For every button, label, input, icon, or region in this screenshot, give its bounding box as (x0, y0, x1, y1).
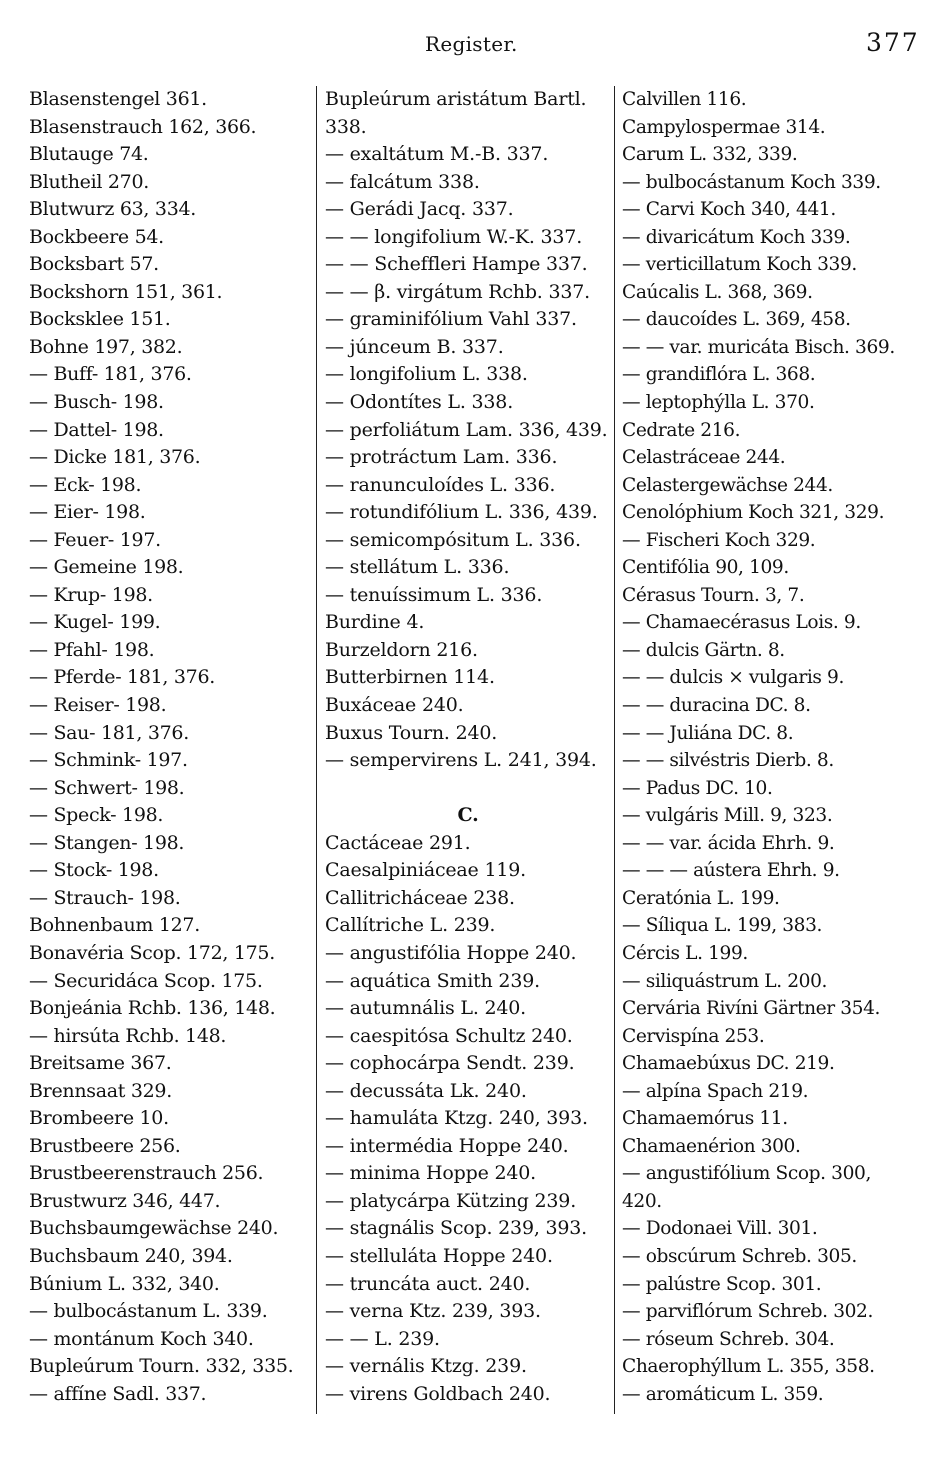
index-entry: Chamaemórus 11. (622, 1108, 788, 1130)
index-entry: — aquática Smith 239. (325, 969, 540, 992)
index-entry: Blasenstengel 361. (29, 88, 207, 110)
index-entry: — — β. virgátum Rchb. 337. (325, 280, 590, 303)
index-entry: Brustbeere 256. (29, 1134, 181, 1157)
index-entry: 338. (325, 115, 367, 138)
column-rule-right (614, 86, 615, 1414)
index-entry: — leptophýlla L. 370. (622, 392, 815, 414)
index-entry: Breitsame 367. (29, 1052, 172, 1075)
index-entry: — Dattel- 198. (29, 418, 164, 441)
index-entry: — róseum Schreb. 304. (622, 1328, 835, 1350)
index-entry: Chamaebúxus DC. 219. (622, 1053, 835, 1075)
index-entry: — longifolium L. 338. (325, 363, 528, 386)
index-entry: Chaerophýllum L. 355, 358. (622, 1356, 875, 1378)
index-entry: Centifólia 90, 109. (622, 557, 789, 579)
index-entry: — protráctum Lam. 336. (325, 446, 558, 469)
index-column-1 (29, 86, 311, 1408)
column-rule-left (316, 86, 317, 1414)
index-entry: Bupleúrum aristátum Bartl. (325, 88, 587, 110)
index-entry: — Buff- 181, 376. (29, 363, 192, 386)
index-entry: Bockbeere 54. (29, 225, 164, 248)
index-entry: — — dulcis × vulgaris 9. (622, 667, 844, 689)
index-entry: — angustifólium Scop. 300, (622, 1163, 871, 1185)
index-entry: — Pferde- 181, 376. (29, 666, 215, 689)
index-entry: — alpína Spach 219. (622, 1080, 809, 1102)
index-entry: — montánum Koch 340. (29, 1327, 254, 1350)
index-entry: — intermédia Hoppe 240. (325, 1134, 569, 1157)
page-header (0, 26, 930, 66)
index-entry: Buchsbaumgewächse 240. (29, 1217, 279, 1240)
index-entry: — daucoídes L. 369, 458. (622, 309, 851, 331)
index-entry: — — L. 239. (325, 1327, 440, 1350)
index-entry: Brombeere 10. (29, 1107, 169, 1130)
index-entry: — tenuíssimum L. 336. (325, 583, 543, 606)
index-entry: — Gemeine 198. (29, 556, 184, 579)
index-entry: — grandiflóra L. 368. (622, 364, 816, 386)
index-entry: Callítriche L. 239. (325, 914, 496, 937)
index-entry: — Kugel- 199. (29, 611, 161, 634)
index-column-3 (622, 86, 922, 1408)
index-entry: Cactáceae 291. (325, 831, 471, 854)
index-entry: — Odontítes L. 338. (325, 391, 514, 414)
index-entry: Caúcalis L. 368, 369. (622, 281, 813, 303)
index-entry: — virens Goldbach 240. (325, 1382, 551, 1405)
index-entry: Burzeldorn 216. (325, 638, 478, 661)
index-entry: Blutheil 270. (29, 170, 149, 193)
index-entry: Búnium L. 332, 340. (29, 1272, 220, 1295)
index-entry: Burdine 4. (325, 611, 425, 634)
index-entry: — Feuer- 197. (29, 528, 161, 551)
index-entry: — verticillatum Koch 339. (622, 254, 857, 276)
index-entry: — Strauch- 198. (29, 886, 181, 909)
index-entry: — vulgáris Mill. 9, 323. (622, 805, 833, 827)
index-entry: — Sau- 181, 376. (29, 721, 189, 744)
index-entry: — stelluláta Hoppe 240. (325, 1244, 553, 1267)
index-entry: — truncáta auct. 240. (325, 1272, 531, 1295)
index-entry: Bohne 197, 382. (29, 335, 183, 358)
index-entry: Campylospermae 314. (622, 116, 826, 138)
index-entry: — affíne Sadl. 337. (29, 1382, 207, 1405)
index-entry: — Schwert- 198. (29, 776, 185, 799)
index-entry: Calvillen 116. (622, 89, 747, 110)
index-entry: — Eck- 198. (29, 473, 142, 496)
index-entry: Callitricháceae 238. (325, 886, 515, 909)
index-entry: — Dodonaei Vill. 301. (622, 1218, 818, 1240)
index-entry: — stellátum L. 336. (325, 556, 510, 579)
index-entry: Butterbirnen 114. (325, 666, 495, 689)
index-entry: — Dicke 181, 376. (29, 446, 201, 469)
index-entry: — stagnális Scop. 239, 393. (325, 1217, 588, 1240)
index-entry: Cervispína 253. (622, 1025, 765, 1047)
index-entry: — cophocárpa Sendt. 239. (325, 1052, 575, 1075)
index-entry: — bulbocástanum Koch 339. (622, 171, 881, 193)
index-entry: Buxus Tourn. 240. (325, 721, 498, 744)
index-entry: — — — aústera Ehrh. 9. (622, 860, 840, 882)
index-column-2 (325, 86, 611, 1408)
index-entry: Blutauge 74. (29, 143, 149, 166)
index-entry: — divaricátum Koch 339. (622, 226, 851, 248)
index-entry: — — longifolium W.-K. 337. (325, 225, 583, 248)
index-entry: — Securidáca Scop. 175. (29, 969, 263, 992)
index-entry: Bonavéria Scop. 172, 175. (29, 941, 275, 964)
index-entry: — ranunculoídes L. 336. (325, 473, 556, 496)
index-entry: — Chamaecérasus Lois. 9. (622, 612, 861, 634)
index-entry: — hirsúta Rchb. 148. (29, 1024, 227, 1047)
index-entry: — parviflórum Schreb. 302. (622, 1301, 874, 1323)
index-entry: — obscúrum Schreb. 305. (622, 1245, 857, 1267)
index-entry: — Fischeri Koch 329. (622, 529, 816, 551)
index-entry: — — Juliána DC. 8. (622, 722, 794, 744)
index-entry: — palústre Scop. 301. (622, 1273, 822, 1295)
index-entry: Bocksbart 57. (29, 253, 159, 276)
index-entry: — semicompósitum L. 336. (325, 528, 581, 551)
page-number: 377 (866, 28, 920, 57)
index-entry: — bulbocástanum L. 339. (29, 1300, 268, 1323)
index-entry: — — var. muricáta Bisch. 369. (622, 336, 895, 358)
index-entry: Ceratónia L. 199. (622, 887, 780, 909)
index-entry: — caespitósa Schultz 240. (325, 1024, 573, 1047)
index-entry: Bockshorn 151, 361. (29, 280, 223, 303)
running-title: Register. (425, 32, 518, 56)
index-entry: Buxáceae 240. (325, 694, 464, 717)
index-entry: — júnceum B. 337. (325, 335, 504, 358)
index-entry: — rotundifólium L. 336, 439. (325, 501, 598, 524)
index-entry: Buchsbaum 240, 394. (29, 1244, 233, 1267)
index-entry: Blutwurz 63, 334. (29, 198, 197, 221)
index-entry: Bohnenbaum 127. (29, 914, 200, 937)
index-entry: — Padus DC. 10. (622, 777, 773, 799)
index-entry: Cércis L. 199. (622, 942, 748, 964)
index-entry: Cervária Rivíni Gärtner 354. (622, 998, 881, 1020)
index-entry: — — silvéstris Dierb. 8. (622, 750, 834, 772)
index-entry: — Stangen- 198. (29, 831, 185, 854)
index-entry: — Reiser- 198. (29, 694, 167, 717)
index-entry: — — Scheffleri Hampe 337. (325, 253, 588, 276)
blank-line (325, 775, 611, 803)
index-entry: — aromáticum L. 359. (622, 1383, 824, 1405)
index-entry: — falcátum 338. (325, 170, 480, 193)
index-entry: — Speck- 198. (29, 804, 164, 827)
index-entry: — Síliqua L. 199, 383. (622, 915, 823, 937)
index-entry: Bonjeánia Rchb. 136, 148. (29, 997, 276, 1020)
index-entry: Cedrate 216. (622, 419, 741, 441)
index-entry: Celastráceae 244. (622, 447, 786, 469)
index-entry: Chamaenérion 300. (622, 1135, 801, 1157)
index-entry: — sempervirens L. 241, 394. (325, 749, 597, 772)
index-entry: — perfoliátum Lam. 336, 439. (325, 418, 608, 441)
index-entry: Brustbeerenstrauch 256. (29, 1162, 264, 1185)
index-entry: Carum L. 332, 339. (622, 144, 798, 166)
index-entry: — graminifólium Vahl 337. (325, 308, 577, 331)
section-heading: C. (457, 804, 479, 827)
index-entry: — — duracina DC. 8. (622, 695, 811, 717)
index-entry: — Krup- 198. (29, 583, 153, 606)
index-entry: Caesalpiniáceae 119. (325, 859, 526, 882)
index-entry: — Gerádi Jacq. 337. (325, 198, 514, 221)
index-entry: Brustwurz 346, 447. (29, 1189, 221, 1212)
index-entry: — verna Ktz. 239, 393. (325, 1300, 541, 1323)
index-entry: — Pfahl- 198. (29, 638, 155, 661)
index-entry: — hamuláta Ktzg. 240, 393. (325, 1107, 588, 1130)
index-entry: — platycárpa Kützing 239. (325, 1189, 577, 1212)
index-entry: Cérasus Tourn. 3, 7. (622, 584, 805, 606)
index-entry: — minima Hoppe 240. (325, 1162, 536, 1185)
index-entry: Brennsaat 329. (29, 1079, 172, 1102)
index-entry: 420. (622, 1190, 662, 1212)
index-entry: — Eier- 198. (29, 501, 146, 524)
index-entry: — autumnális L. 240. (325, 997, 527, 1020)
index-entry: — decussáta Lk. 240. (325, 1079, 527, 1102)
index-entry: Celastergewächse 244. (622, 474, 833, 496)
index-entry: — exaltátum M.-B. 337. (325, 143, 549, 166)
index-entry: — Carvi Koch 340, 441. (622, 199, 836, 221)
index-entry: — Schmink- 197. (29, 749, 188, 772)
index-entry: — siliquástrum L. 200. (622, 970, 828, 992)
index-entry: — vernális Ktzg. 239. (325, 1355, 527, 1378)
index-entry: — — var. ácida Ehrh. 9. (622, 832, 835, 854)
index-entry: Bocksklee 151. (29, 308, 171, 331)
index-entry: Cenolóphium Koch 321, 329. (622, 502, 885, 524)
index-entry: Blasenstrauch 162, 366. (29, 115, 257, 138)
index-entry: — dulcis Gärtn. 8. (622, 639, 785, 661)
index-entry: — Stock- 198. (29, 859, 159, 882)
index-entry: — Busch- 198. (29, 391, 164, 414)
index-entry: Bupleúrum Tourn. 332, 335. (29, 1355, 294, 1378)
index-entry: — angustifólia Hoppe 240. (325, 941, 577, 964)
